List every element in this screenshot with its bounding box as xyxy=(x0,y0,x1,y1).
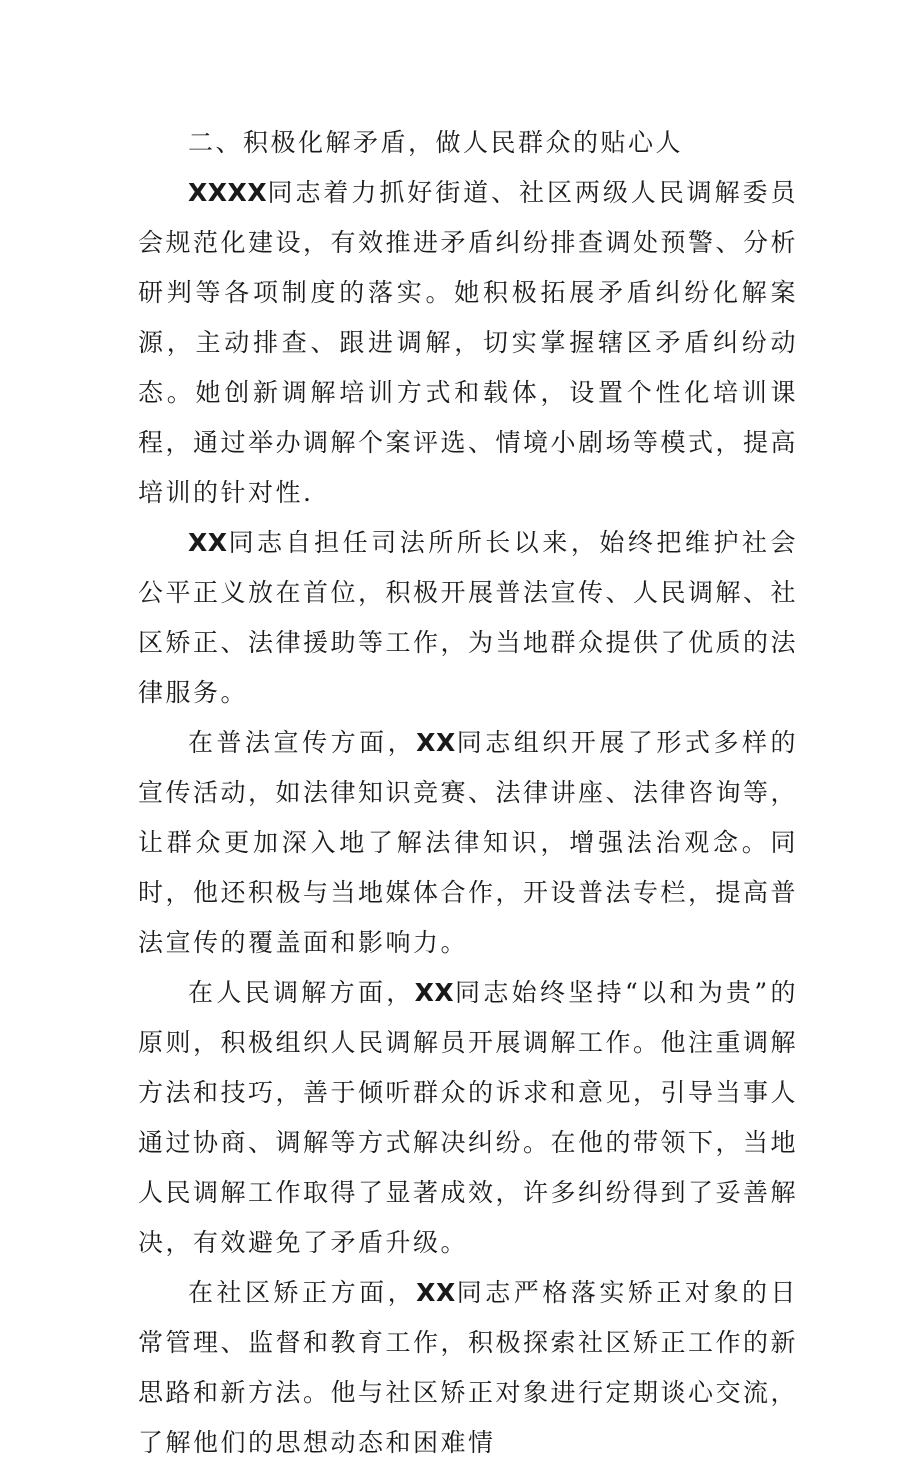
paragraph-text: 同志组织开展了形式多样的宣传活动，如法律知识竞赛、法律讲座、法律咨询等，让群众更加深入地了解法律知识，增强法治观念。同时，他还积极与当地媒体合作，开设普法专栏，提高普法宣传的覆盖面和影响力。 xyxy=(138,728,799,957)
paragraph-text: 同志自担任司法所所长以来，始终把维护社会公平正义放在首位，积极开展普法宣传、人民调解、社区矫正、法律援助等工作，为当地群众提供了优质的法律服务。 xyxy=(138,528,799,707)
paragraph-3 xyxy=(138,718,798,968)
person-name: XX xyxy=(188,528,228,557)
paragraph-prefix: 在人民调解方面， xyxy=(188,978,415,1007)
paragraph-4 xyxy=(138,968,798,1268)
paragraph-2 xyxy=(138,518,798,718)
paragraph-text: 同志严格落实矫正对象的日常管理、监督和教育工作，积极探索社区矫正工作的新思路和新方法。他与社区矫正对象进行定期谈心交流，了解他们的思想动态和困难情 xyxy=(138,1278,799,1457)
paragraph-5 xyxy=(138,1268,798,1468)
paragraph-prefix: 在普法宣传方面， xyxy=(188,728,417,757)
person-name: XX xyxy=(416,728,456,757)
paragraph-text: 同志着力抓好街道、社区两级人民调解委员会规范化建设，有效推进矛盾纠纷排查调处预警、分析研判等各项制度的落实。她积极拓展矛盾纠纷化解案源，主动排查、跟进调解，切实掌握辖区矛盾纠纷动态。她创新调解培训方式和载体，设置个性化培训课程，通过举办调解个案评选、情境小剧场等模式，提高培训的针对性. xyxy=(138,178,799,507)
person-name: XX xyxy=(414,978,455,1007)
paragraph-prefix: 在社区矫正方面， xyxy=(188,1278,417,1307)
person-name: XX xyxy=(416,1278,456,1307)
document-body xyxy=(138,118,798,1468)
paragraph-text: 同志始终坚持“以和为贵”的原则，积极组织人民调解员开展调解工作。他注重调解方法和技巧，善于倾听群众的诉求和意见，引导当事人通过协商、调解等方式解决纠纷。在他的带领下，当地人民调解工作取得了显著成效，许多纠纷得到了妥善解决，有效避免了矛盾升级。 xyxy=(138,978,799,1257)
paragraph-1 xyxy=(138,168,798,518)
person-name: XXXX xyxy=(188,178,268,207)
section-heading: 二、积极化解矛盾，做人民群众的贴心人 xyxy=(188,128,684,157)
